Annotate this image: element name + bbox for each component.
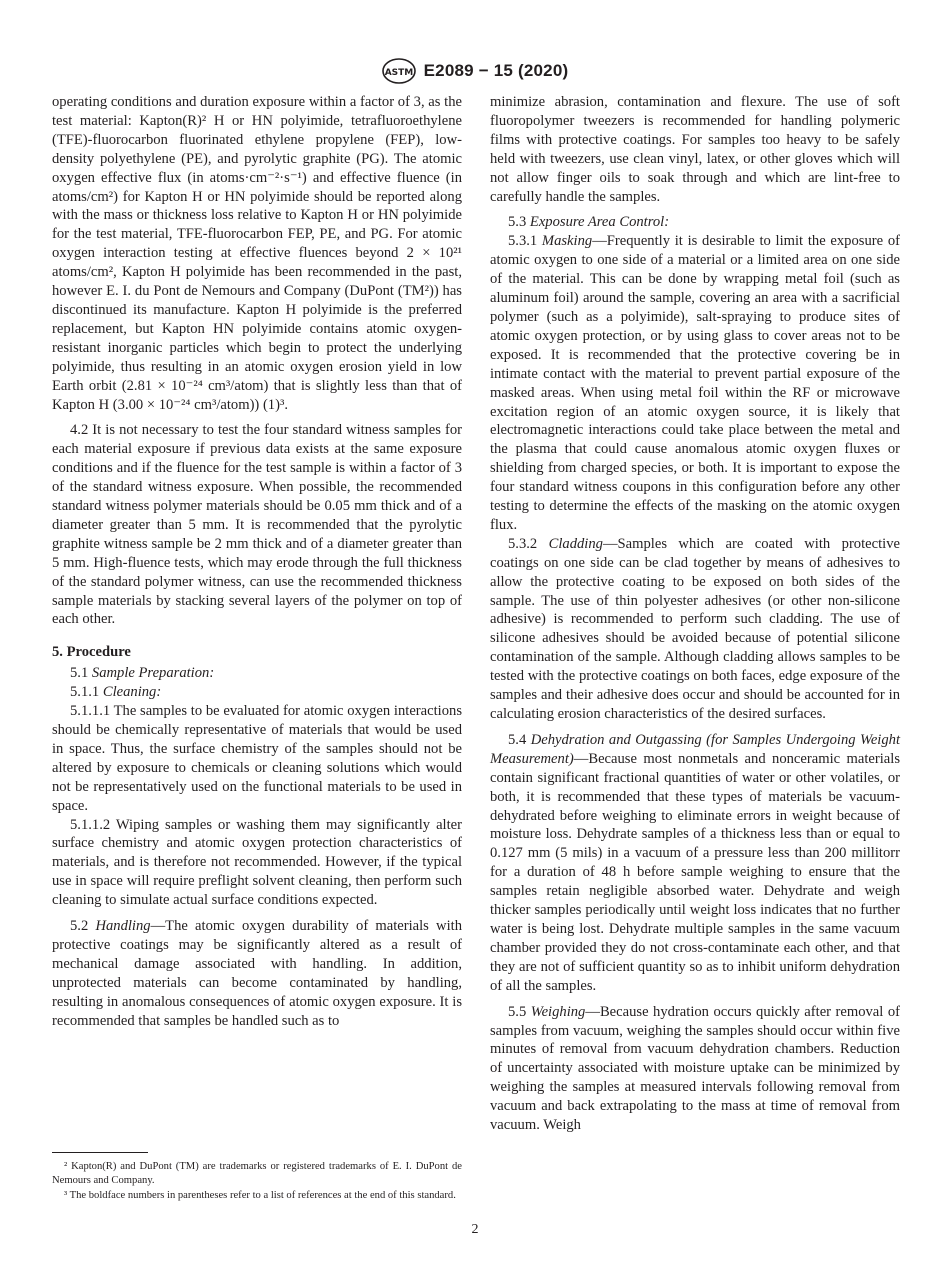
paragraph-5-1-1-1: 5.1.1.1 The samples to be evaluated for atomic oxygen interactions should be chemically representative of materials that would be used in space. Thus, the surface chemistry of the samples should not be altered by exposure to chemicals or cleaning solutions which would not be representatively used on the functional materials to be used in space. [52,703,462,814]
page-header [0,56,950,86]
section-heading-procedure: 5. Procedure [52,644,131,661]
number-5-3-2: 5.3.2 [508,535,538,552]
title-5-3: Exposure Area Control: [529,214,670,231]
paragraph-5-1-1-2: 5.1.1.2 Wiping samples or washing them may significantly alter surface chemistry and atomic oxygen protection characteristics of materials, and is therefore not recommended. However, if the typical use in space will require preflight solvent cleaning, then perform such cleaning to simulate actual surface conditions expected. [52,816,462,909]
astm-logo-icon [382,58,416,84]
footnotes [52,1160,462,1204]
heading-5-3 [490,213,900,232]
paragraph-5-3-2 [490,535,900,724]
title-5-1-1: Cleaning: [102,684,162,701]
paragraph-5-3-1 [490,232,900,535]
title-5-4: Dehydration and Outgassing (for Samples Undergoing Weight Measurement) [490,731,901,767]
title-5-1: Sample Preparation: [91,665,215,682]
astm-logo-text: ASTM [384,68,413,78]
title-5-3-1: Masking [541,233,593,250]
number-5-3-1: 5.3.1 [508,233,538,250]
heading-5-1-1 [52,683,462,702]
page-number: 2 [471,1222,479,1237]
body-5-2: —The atomic oxygen durability of materials with protective coatings may be significantly altered as a result of mechanical damage associated with handling. In addition, unprotected materials can become contaminated by handling, resulting in anomalous consequences of atomic oxygen exposure. It is recommended that samples be handled such as to [52,918,462,1029]
footnote-2: ² Kapton(R) and DuPont (TM) are trademarks or registered trademarks of E. I. DuPont de Nemours and Company. [52,1161,462,1186]
title-5-2: Handling [95,918,151,935]
paragraph-5-2 [52,917,462,1030]
number-5-1-1: 5.1.1 [70,684,100,701]
paragraph-4-2: 4.2 It is not necessary to test the four standard witness samples for each material exposure if previous data exists at the same exposure conditions and if the fluence for the test sample is within a factor of 3 of the standard witness exposure. When possible, the recommended standard witness polymer materials should be 0.05 mm thick and of a diameter greater than 5 mm. It is recommended that the pyrolytic graphite witness sample be 2 mm thick and of a diameter greater than 5 mm. High-fluence tests, which may erode through the full thickness of the standard polymer witness, can use the recommended thickness sample materials by stacking several layers of the polymer on top of each other. [52,422,462,628]
number-5-1: 5.1 [70,665,89,682]
paragraph-5-4 [490,731,900,996]
paragraph-5-5 [490,1003,900,1135]
body-5-3-1: —Frequently it is desirable to limit the exposure of atomic oxygen to one side of a material or a limited area on one side of the material. This can be done by wrapping metal foil (such as aluminum foil) around the sample, covering an area with a sacrificial polymer (such as a polyimide), salt-spraying to produce sites of atomic oxygen protection, or by using glass to cover areas not to be exposed. It is recommended that the protective covering be in intimate contact with the material to prevent partial exposure of the masked areas. When using metal foil within the RF or microwave excitation region of an atomic oxygen source, it is likely that electromagnetic interactions could take place between the metal and the plasma that could cause anomalous atomic oxygen fluxes or shielding from charged species, or both. It is important to expose the four standard witness coupons in this configuration before any other testing to determine the effects of the masking on the atomic oxygen flux. [490,233,900,533]
number-5-5: 5.5 [508,1003,527,1020]
title-5-3-2: Cladding [548,535,603,552]
body-5-4: —Because most nonmetals and nonceramic materials contain significant fractional quantities of water or other volatiles, or both, it is recommended that these types of materials be vacuum-dehydrated before weighing to eliminate errors in weight because of moisture loss. Dehydrate samples of a thickness less than or equal to 0.127 mm (5 mils) in a vacuum of a pressure less than 200 millitorr for a duration of 48 h before sample weighing to ensure that the samples retain negligible absorbed water. Dehydrate and weigh thicker samples periodically until weight loss indicates that no further water is being lost. Dehydrate multiple samples in the same vacuum chamber provided they do not cross-contaminate each other, and that they are not of sufficient quantity so as to inhibit uniform dehydration of all the samples. [490,750,900,994]
number-5-3: 5.3 [508,214,527,231]
title-5-5: Weighing [530,1003,586,1020]
standard-designation: E2089 − 15 (2020) [423,61,569,80]
right-column [490,93,900,1135]
body-5-5: —Because hydration occurs quickly after removal of samples from vacuum, weighing the samples should occur within five minutes of removal from vacuum dehydration chambers. Reduction of uncertainty associated with moisture uptake can be minimized by weighing the samples at measured intervals following removal from vacuum and back extrapolating to the mass at time of removal from vacuum. Weigh [490,1003,900,1134]
paragraph-5-2-continued: minimize abrasion, contamination and flexure. The use of soft fluoropolymer tweezers is recommended for handling polymeric films with protective coatings. For samples too heavy to be safely held with tweezers, use clean vinyl, latex, or other gloves which will not allow finger oils to soak through and which are lint-free to carefully handle the samples. [490,94,900,205]
heading-5-1 [52,664,462,683]
number-5-4: 5.4 [508,731,527,748]
left-column [52,93,462,1031]
footnote-3: ³ The boldface numbers in parentheses refer to a list of references at the end of this standard. [64,1190,456,1201]
number-5-2: 5.2 [70,918,89,935]
paragraph-4-1-continued: operating conditions and duration exposure within a factor of 3, as the test material: Kapton(R)² H or HN polyimide, tetrafluoroethylene (TFE)-fluorocarbon fluorinated ethylene propylene (FEP), low-density polyethylene (PE), and pyrolytic graphite (PG). The atomic oxygen effective flux (in atoms·cm⁻²·s⁻¹) and effective fluence (in atoms/cm²) for Kapton H or HN polyimide should be reported along with the mass or thickness loss relative to Kapton H or HN polyimide for the test material, TFE-fluorocarbon FEP, PE, and PG. For atomic oxygen interaction testing at effective fluences beyond 2 × 10²¹ atoms/cm², Kapton H polyimide has been recommended in the past, however E. I. du Pont de Nemours and Company (DuPont (TM²)) has discontinued its manufacture. Kapton H polyimide is the preferred replacement, but Kapton HN polyimide contains atomic oxygen-resistant inorganic particles which begin to protect the underlying polyimide, thus resulting in an atomic oxygen erosion yield in low Earth orbit (2.81 × 10⁻²⁴ cm³/atom) that is slightly less than that of Kapton H (3.00 × 10⁻²⁴ cm³/atom)) (1)³. [52,94,462,413]
footnote-divider [52,1152,148,1153]
body-5-3-2: —Samples which are coated with protective coatings on one side can be clad together by means of adhesives to allow the protective coating to be exposed on both sides of the sample. The use of thin polyester adhesives (or other non-silicone adhesive) is recommended to perform such cladding. The use of silicone adhesives should be avoided because of potential silicone contamination of the sample. Although cladding allows samples to be tested with the protective coatings on both faces, edge exposure of the samples and their adhesive does occur and should be accounted for in calculating erosion characteristics of the desired surfaces. [490,535,900,722]
